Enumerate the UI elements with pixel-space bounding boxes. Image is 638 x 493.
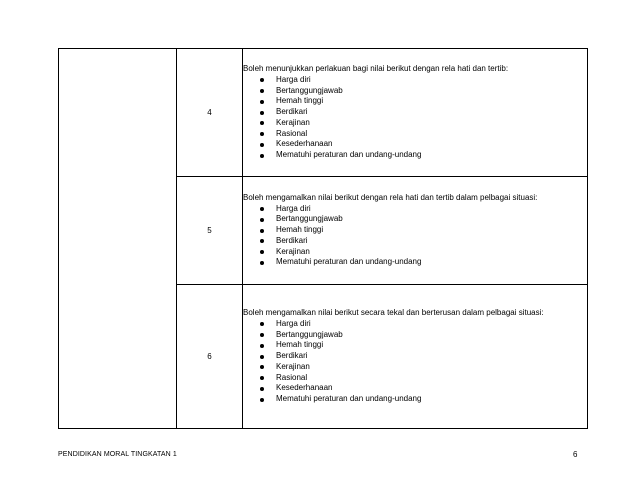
footer-title: PENDIDIKAN MORAL TINGKATAN 1	[58, 451, 177, 458]
bullet-icon	[260, 154, 264, 158]
bullet-icon	[260, 100, 264, 104]
bullet-icon	[260, 333, 264, 337]
value-list-item	[260, 204, 587, 215]
value-list-item	[260, 150, 587, 161]
bullet-icon	[260, 355, 264, 359]
bullet-icon	[260, 250, 264, 254]
empty-cell	[59, 49, 177, 429]
value-label: Rasional	[276, 372, 308, 382]
value-label: Hemah tinggi	[276, 225, 324, 235]
bullet-icon	[260, 261, 264, 265]
bullet-icon	[260, 132, 264, 136]
value-list-item	[260, 75, 587, 86]
value-list-item	[260, 214, 587, 225]
value-list-item	[260, 351, 587, 362]
bullet-icon	[260, 143, 264, 147]
value-label: Kerajinan	[276, 246, 310, 256]
value-label: Mematuhi peraturan dan undang-undang	[276, 394, 422, 404]
value-list-item	[260, 330, 587, 341]
bullet-icon	[260, 207, 264, 211]
value-list-item	[260, 394, 587, 405]
value-label: Harga diri	[276, 74, 311, 84]
level-number: 4	[177, 49, 243, 177]
value-label: Hemah tinggi	[276, 96, 324, 106]
value-list-item	[260, 236, 587, 247]
value-list-item	[260, 96, 587, 107]
bullet-icon	[260, 229, 264, 233]
value-label: Berdikari	[276, 351, 308, 361]
value-label: Harga diri	[276, 318, 311, 328]
level-intro: Boleh mengamalkan nilai berikut dengan rela hati dan tertib dalam pelbagai situasi:	[243, 192, 538, 202]
level-intro: Boleh menunjukkan perlakuan bagi nilai berikut dengan rela hati dan tertib:	[243, 63, 509, 73]
level-number: 6	[177, 285, 243, 429]
value-list-item	[260, 118, 587, 129]
value-list-item	[260, 247, 587, 258]
value-label: Hemah tinggi	[276, 340, 324, 350]
value-list-item	[260, 373, 587, 384]
value-list-item	[260, 257, 587, 268]
value-label: Mematuhi peraturan dan undang-undang	[276, 257, 422, 267]
value-label: Mematuhi peraturan dan undang-undang	[276, 150, 422, 160]
value-list	[243, 75, 587, 161]
value-list	[243, 319, 587, 405]
value-list-item	[260, 319, 587, 330]
value-label: Kesederhanaan	[276, 383, 333, 393]
value-list-item	[260, 86, 587, 97]
bullet-icon	[260, 376, 264, 380]
value-list-item	[260, 139, 587, 150]
value-label: Bertanggungjawab	[276, 85, 343, 95]
value-label: Rasional	[276, 128, 308, 138]
bullet-icon	[260, 239, 264, 243]
bullet-icon	[260, 398, 264, 402]
value-list-item	[260, 129, 587, 140]
level-description	[243, 49, 588, 177]
table-row	[59, 49, 588, 177]
bullet-icon	[260, 89, 264, 93]
value-label: Kerajinan	[276, 361, 310, 371]
value-list-item	[260, 225, 587, 236]
performance-level-table	[58, 48, 588, 429]
value-label: Berdikari	[276, 107, 308, 117]
level-description	[243, 285, 588, 429]
value-label: Bertanggungjawab	[276, 214, 343, 224]
value-label: Berdikari	[276, 235, 308, 245]
level-intro: Boleh mengamalkan nilai berikut secara tekal dan berterusan dalam pelbagai situasi:	[243, 307, 544, 317]
bullet-icon	[260, 111, 264, 115]
bullet-icon	[260, 344, 264, 348]
value-label: Bertanggungjawab	[276, 329, 343, 339]
value-label: Kerajinan	[276, 117, 310, 127]
page-number: 6	[573, 450, 578, 459]
bullet-icon	[260, 218, 264, 222]
bullet-icon	[260, 121, 264, 125]
value-list	[243, 204, 587, 269]
level-description	[243, 177, 588, 285]
value-label: Kesederhanaan	[276, 139, 333, 149]
bullet-icon	[260, 387, 264, 391]
value-label: Harga diri	[276, 203, 311, 213]
level-number: 5	[177, 177, 243, 285]
bullet-icon	[260, 78, 264, 82]
bullet-icon	[260, 322, 264, 326]
value-list-item	[260, 383, 587, 394]
value-list-item	[260, 340, 587, 351]
value-list-item	[260, 362, 587, 373]
value-list-item	[260, 107, 587, 118]
bullet-icon	[260, 365, 264, 369]
